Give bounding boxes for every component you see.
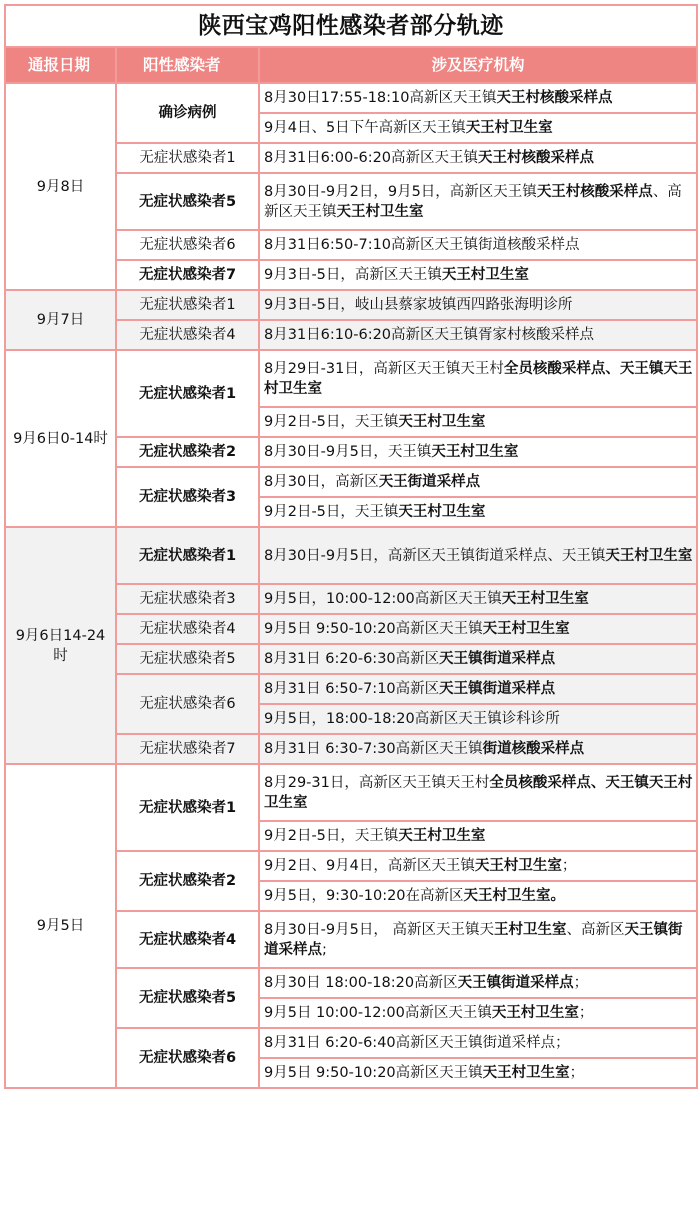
facility-text: 8月31日6:00-6:20高新区天王镇 bbox=[264, 150, 479, 166]
facility-text: 8月29日-31日，高新区天王镇天王村 bbox=[264, 360, 504, 377]
facility-highlight-text: 天王村卫生室 bbox=[491, 1005, 579, 1021]
facility-cell bbox=[259, 584, 697, 614]
facility-cell bbox=[259, 968, 697, 998]
facility-text: 8月30日-9月5日， 高新区天王镇天 bbox=[264, 921, 494, 938]
facility-text: 9月3日-5日，岐山县蔡家坡镇西四路张海明诊所 bbox=[264, 297, 573, 313]
facility-highlight-text: 天王镇街道采样点 bbox=[439, 651, 556, 667]
facility-cell bbox=[259, 437, 697, 467]
facility-text: 、高新区天王镇 bbox=[264, 183, 682, 220]
facility-highlight-text: 天王镇街道采样点 bbox=[439, 681, 556, 697]
infected-person-cell: 无症状感染者5 bbox=[116, 173, 259, 230]
facility-cell bbox=[259, 143, 697, 173]
facility-text: 9月5日，18:00-18:20高新区天王镇诊科诊所 bbox=[264, 711, 560, 727]
table-row bbox=[5, 350, 697, 407]
facility-highlight-text: 全员核酸采样点、天王镇天王村卫生室 bbox=[264, 360, 693, 397]
infected-person-cell: 无症状感染者6 bbox=[116, 674, 259, 734]
report-date-cell: 9月6日14-24时 bbox=[5, 527, 116, 764]
facility-cell bbox=[259, 851, 697, 881]
infected-person-cell: 无症状感染者1 bbox=[116, 290, 259, 320]
facility-highlight-text: 天王村卫生室 bbox=[501, 591, 589, 607]
infected-person-cell: 无症状感染者4 bbox=[116, 614, 259, 644]
facility-cell bbox=[259, 764, 697, 821]
infected-person-cell: 无症状感染者3 bbox=[116, 467, 259, 527]
infected-person-cell: 无症状感染者1 bbox=[116, 527, 259, 584]
facility-highlight-text: 天王村卫生室 bbox=[474, 858, 562, 874]
table-row bbox=[5, 764, 697, 821]
facility-cell bbox=[259, 998, 697, 1028]
column-header-date: 通报日期 bbox=[5, 47, 116, 83]
facility-cell bbox=[259, 290, 697, 320]
facility-highlight-text: 天王村卫生室 bbox=[398, 828, 486, 844]
table-row bbox=[5, 83, 697, 113]
facility-highlight-text: 天王镇街道采样点 bbox=[264, 921, 683, 958]
facility-cell bbox=[259, 614, 697, 644]
table-row bbox=[5, 290, 697, 320]
facility-text: 9月2日、9月4日，高新区天王镇 bbox=[264, 858, 475, 874]
facility-highlight-text: 天王村卫生室 bbox=[398, 414, 486, 430]
facility-cell bbox=[259, 704, 697, 734]
facility-text: ； bbox=[561, 858, 577, 874]
facility-cell bbox=[259, 83, 697, 113]
facility-cell bbox=[259, 407, 697, 437]
facility-cell bbox=[259, 644, 697, 674]
facility-cell bbox=[259, 734, 697, 764]
infected-person-cell: 无症状感染者3 bbox=[116, 584, 259, 614]
facility-highlight-text: 天王村卫生室 bbox=[441, 267, 529, 283]
facility-cell bbox=[259, 527, 697, 584]
facility-text: 9月2日-5日，天王镇 bbox=[264, 414, 399, 430]
infected-person-cell: 无症状感染者2 bbox=[116, 851, 259, 911]
facility-highlight-text: 天王村卫生室 bbox=[336, 203, 424, 220]
facility-highlight-text: 天王村核酸采样点 bbox=[496, 90, 613, 106]
facility-text: 8月31日 6:50-7:10高新区 bbox=[264, 681, 440, 697]
facility-text: ； bbox=[573, 975, 589, 991]
report-date-cell: 9月7日 bbox=[5, 290, 116, 350]
facility-text: 9月5日 9:50-10:20高新区天王镇 bbox=[264, 621, 483, 637]
facility-text: 9月4日、5日下午高新区天王镇 bbox=[264, 120, 466, 136]
facility-text: 9月2日-5日，天王镇 bbox=[264, 828, 399, 844]
infected-person-cell: 无症状感染者5 bbox=[116, 968, 259, 1028]
report-date-cell: 9月8日 bbox=[5, 83, 116, 290]
facility-highlight-text: 天王村卫生室。 bbox=[463, 888, 566, 904]
facility-text: ； bbox=[578, 1005, 594, 1021]
column-header-person: 阳性感染者 bbox=[116, 47, 259, 83]
facility-text: 9月5日 10:00-12:00高新区天王镇 bbox=[264, 1005, 492, 1021]
facility-highlight-text: 全员核酸采样点、天王镇天王村卫生室 bbox=[264, 774, 693, 811]
infected-person-cell: 无症状感染者1 bbox=[116, 143, 259, 173]
facility-cell bbox=[259, 113, 697, 143]
facility-highlight-text: 街道核酸采样点 bbox=[482, 741, 585, 757]
facility-text: 8月31日 6:30-7:30高新区天王镇 bbox=[264, 741, 483, 757]
facility-highlight-text: 天王街道采样点 bbox=[378, 474, 481, 490]
facility-text: 9月5日，10:00-12:00高新区天王镇 bbox=[264, 591, 502, 607]
facility-text: 9月3日-5日，高新区天王镇 bbox=[264, 267, 442, 283]
infected-person-cell: 无症状感染者5 bbox=[116, 644, 259, 674]
facility-highlight-text: 天王村核酸采样点 bbox=[536, 183, 653, 200]
facility-text: 8月30日-9月2日，9月5日，高新区天王镇 bbox=[264, 183, 537, 200]
facility-text: 8月31日 6:20-6:30高新区 bbox=[264, 651, 440, 667]
facility-cell bbox=[259, 230, 697, 260]
facility-text: 8月30日17:55-18:10高新区天王镇 bbox=[264, 90, 497, 106]
facility-cell bbox=[259, 1058, 697, 1088]
facility-cell bbox=[259, 173, 697, 230]
trajectory-document bbox=[4, 4, 696, 1089]
infected-person-cell: 无症状感染者4 bbox=[116, 911, 259, 968]
facility-highlight-text: 天王村卫生室 bbox=[398, 504, 486, 520]
facility-highlight-text: 天王村核酸采样点 bbox=[478, 150, 595, 166]
facility-text: 8月31日6:10-6:20高新区天王镇胥家村核酸采样点 bbox=[264, 327, 595, 343]
infected-person-cell: 无症状感染者1 bbox=[116, 764, 259, 851]
facility-cell bbox=[259, 821, 697, 851]
facility-highlight-text: 天王村卫生室 bbox=[482, 621, 570, 637]
report-date-cell: 9月6日0-14时 bbox=[5, 350, 116, 527]
facility-text: 8月30日 18:00-18:20高新区 bbox=[264, 975, 458, 991]
report-date-cell: 9月5日 bbox=[5, 764, 116, 1088]
column-header-facility: 涉及医疗机构 bbox=[259, 47, 697, 83]
facility-text: ; bbox=[322, 941, 327, 958]
facility-text: 8月30日，高新区 bbox=[264, 474, 379, 490]
facility-highlight-text: 天王村卫生室 bbox=[465, 120, 553, 136]
facility-cell bbox=[259, 497, 697, 527]
facility-text: 8月30日-9月5日，高新区天王镇街道采样点、天王镇 bbox=[264, 547, 606, 564]
facility-cell bbox=[259, 911, 697, 968]
facility-text: 8月31日 6:20-6:40高新区天王镇街道采样点； bbox=[264, 1035, 570, 1051]
trajectory-table bbox=[4, 4, 698, 1089]
facility-highlight-text: 王村卫生室 bbox=[493, 921, 567, 938]
facility-text: 9月5日 9:50-10:20高新区天王镇 bbox=[264, 1065, 483, 1081]
table-body bbox=[5, 83, 697, 1088]
page-title: 陕西宝鸡阳性感染者部分轨迹 bbox=[5, 5, 697, 47]
facility-cell bbox=[259, 260, 697, 290]
facility-text: 9月5日，9:30-10:20在高新区 bbox=[264, 888, 464, 904]
infected-person-cell: 无症状感染者6 bbox=[116, 230, 259, 260]
facility-text: 9月2日-5日，天王镇 bbox=[264, 504, 399, 520]
facility-text: 8月30日-9月5日，天王镇 bbox=[264, 444, 432, 460]
facility-cell bbox=[259, 674, 697, 704]
table-row bbox=[5, 527, 697, 584]
facility-highlight-text: 天王镇街道采样点 bbox=[457, 975, 574, 991]
facility-cell bbox=[259, 467, 697, 497]
facility-cell bbox=[259, 881, 697, 911]
infected-person-cell: 无症状感染者6 bbox=[116, 1028, 259, 1088]
facility-text: 8月31日6:50-7:10高新区天王镇街道核酸采样点 bbox=[264, 237, 580, 253]
facility-highlight-text: 天王村卫生室 bbox=[482, 1065, 570, 1081]
facility-cell bbox=[259, 1028, 697, 1058]
table-header-row bbox=[5, 47, 697, 83]
infected-person-cell: 无症状感染者7 bbox=[116, 734, 259, 764]
facility-cell bbox=[259, 320, 697, 350]
facility-highlight-text: 天王村卫生室 bbox=[605, 547, 693, 564]
facility-highlight-text: 天王村卫生室 bbox=[431, 444, 519, 460]
facility-text: ； bbox=[569, 1065, 585, 1081]
infected-person-cell: 无症状感染者2 bbox=[116, 437, 259, 467]
facility-text: 、高新区 bbox=[566, 921, 625, 938]
infected-person-cell: 无症状感染者1 bbox=[116, 350, 259, 437]
infected-person-cell: 确诊病例 bbox=[116, 83, 259, 143]
facility-cell bbox=[259, 350, 697, 407]
infected-person-cell: 无症状感染者7 bbox=[116, 260, 259, 290]
facility-text: 8月29-31日，高新区天王镇天王村 bbox=[264, 774, 490, 791]
infected-person-cell: 无症状感染者4 bbox=[116, 320, 259, 350]
